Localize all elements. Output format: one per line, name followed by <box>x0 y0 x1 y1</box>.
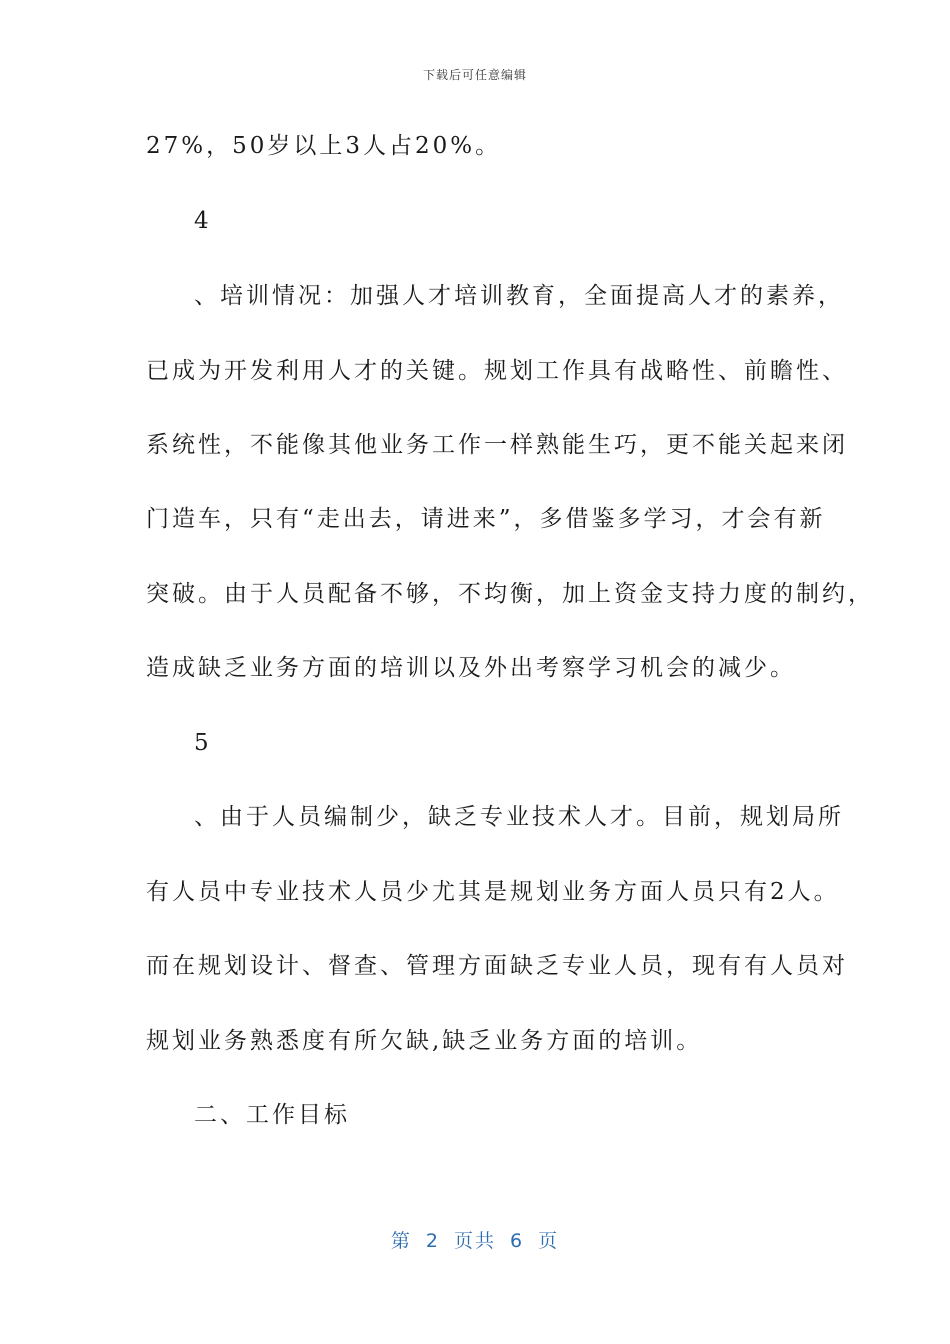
page-number-footer <box>0 1226 950 1253</box>
page-prefix: 第 <box>390 1230 412 1252</box>
body-line-12: 而在规划设计、督查、管理方面缺乏专业人员，现有有人员对 <box>146 953 848 979</box>
body-line-5: 系统性，不能像其他业务工作一样熟能生巧，更不能关起来闭 <box>146 432 848 458</box>
body-line-1: 27%，50岁以上3人占20%。 <box>146 133 502 159</box>
body-line-11: 有人员中专业技术人员少尤其是规划业务方面人员只有2人。 <box>146 879 840 905</box>
section-number-5: 5 <box>194 730 212 756</box>
body-line-3: 、培训情况：加强人才培训教育，全面提高人才的素养， <box>194 283 844 309</box>
page-mid: 页共 <box>453 1230 496 1252</box>
body-line-8: 造成缺乏业务方面的培训以及外出考察学习机会的减少。 <box>146 655 796 681</box>
body-line-10: 、由于人员编制少，缺乏专业技术人才。目前，规划局所 <box>194 804 844 830</box>
body-line-7: 突破。由于人员配备不够，不均衡，加上资金支持力度的制约， <box>146 581 874 607</box>
body-line-6: 门造车，只有“走出去，请进来”，多借鉴多学习，才会有新 <box>146 506 826 532</box>
page-total: 6 <box>510 1230 525 1252</box>
section-number-4: 4 <box>194 208 212 234</box>
page-suffix: 页 <box>538 1230 560 1252</box>
section-heading: 二、工作目标 <box>194 1102 350 1128</box>
body-line-13: 规划业务熟悉度有所欠缺,缺乏业务方面的培训。 <box>146 1028 703 1054</box>
page-current: 2 <box>425 1230 440 1252</box>
body-line-4: 已成为开发利用人才的关键。规划工作具有战略性、前瞻性、 <box>146 358 848 384</box>
page-header-note: 下载后可任意编辑 <box>422 68 527 82</box>
